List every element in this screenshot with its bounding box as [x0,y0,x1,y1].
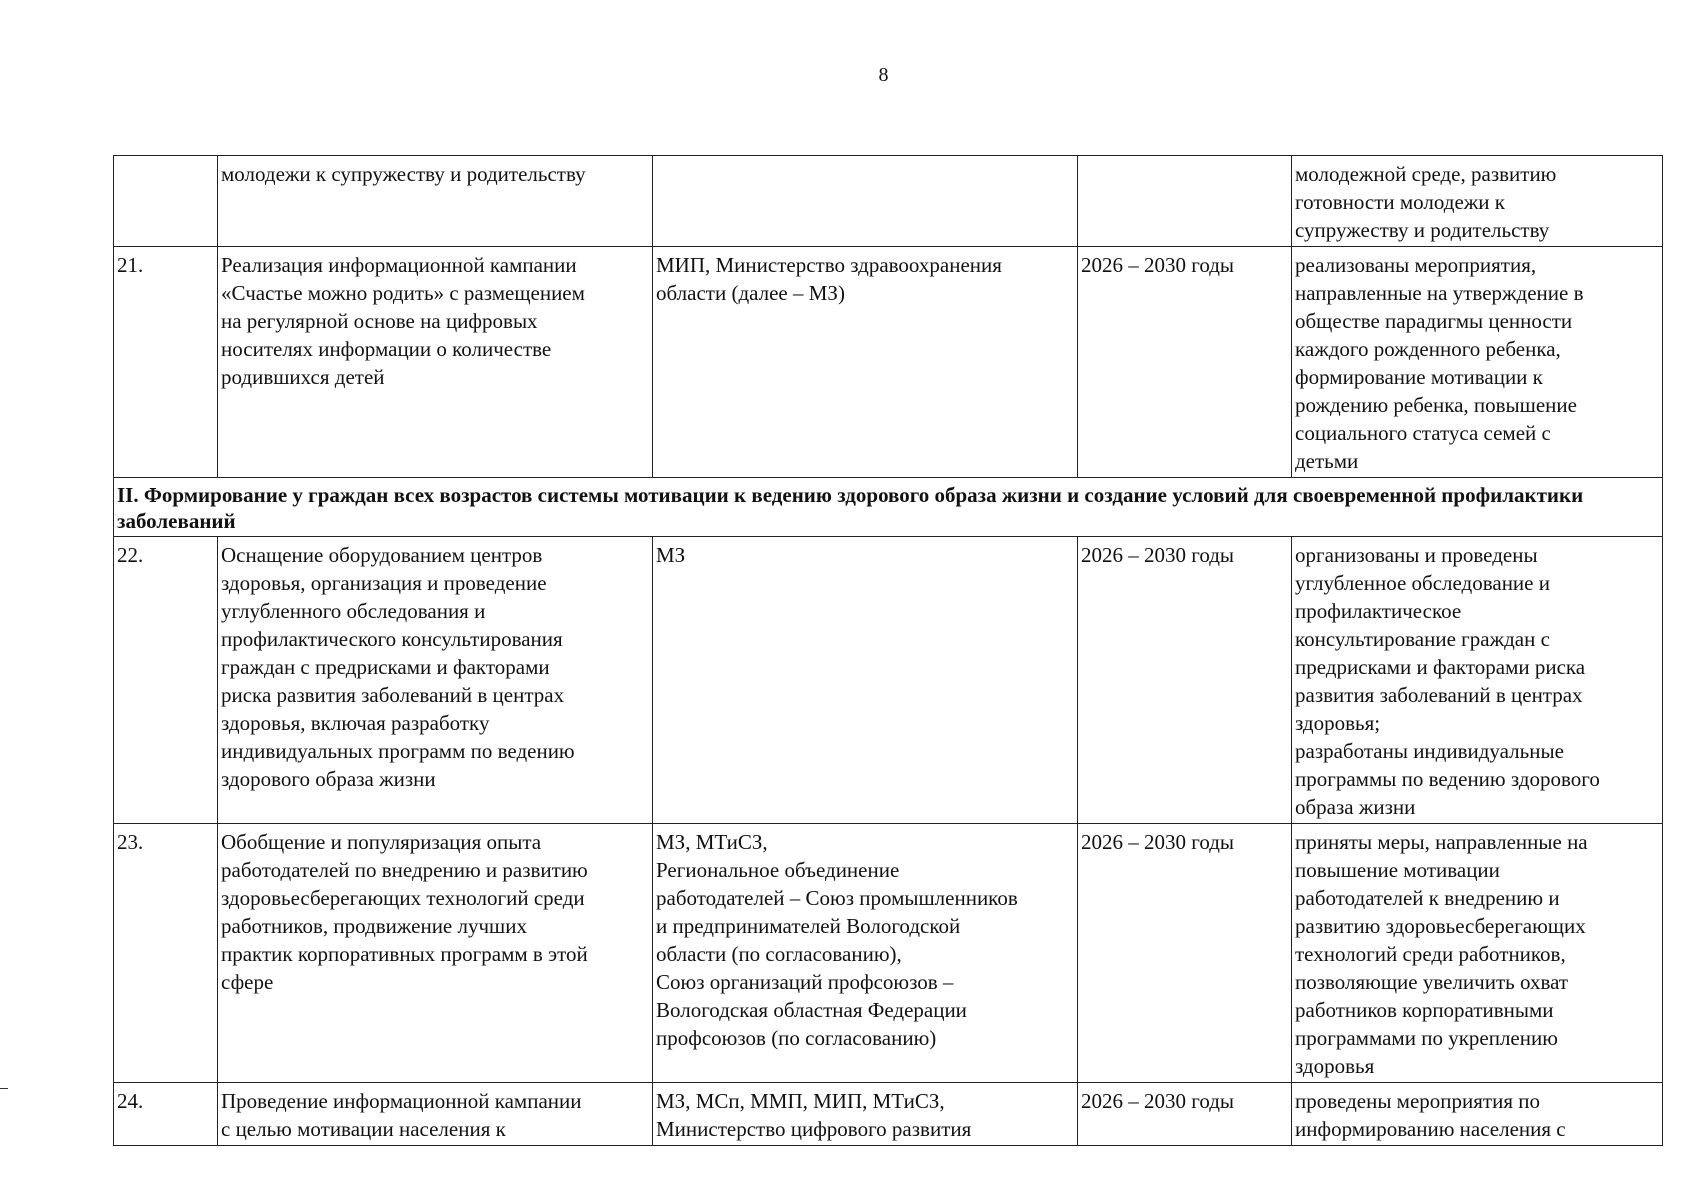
section-header-row [114,478,1663,537]
task-cell: молодежи к супружеству и родительству [218,156,653,247]
measures-table [113,155,1663,1146]
table-row [114,1083,1663,1146]
table-row [114,537,1663,824]
row-number: 21. [114,247,218,478]
result-cell: организованы и проведены углубленное обследование и профилактическое консультирование граждан с предрисками и факторами риска развития заболеваний в центрах здоровья; разработаны индивидуальные программы по ведению здорового образа жизни [1292,537,1663,824]
period-cell [1078,156,1292,247]
table-row [114,247,1663,478]
result-cell: приняты меры, направленные на повышение мотивации работодателей к внедрению и развитию здоровьесберегающих технологий среди работников, позволяющие увеличить охват работников корпоративными программами по укреплению здоровья [1292,824,1663,1083]
section-title: II. Формирование у граждан всех возрастов системы мотивации к ведению здорового образа жизни и создание условий для своевременной профилактики заболеваний [114,478,1663,537]
task-cell: Реализация информационной кампании «Счастье можно родить» с размещением на регулярной основе на цифровых носителях информации о количестве родившихся детей [218,247,653,478]
task-cell: Проведение информационной кампании с целью мотивации населения к [218,1083,653,1146]
page-number: 8 [878,64,889,86]
period-cell: 2026 – 2030 годы [1078,1083,1292,1146]
executor-cell [653,156,1078,247]
table-row [114,824,1663,1083]
task-cell: Оснащение оборудованием центров здоровья, организация и проведение углубленного обследования и профилактического консультирования граждан с предрисками и факторами риска развития заболеваний в центрах здоровья, включая разработку индивидуальных программ по ведению здорового образа жизни [218,537,653,824]
executor-cell: МЗ, МТиСЗ, Региональное объединение работодателей – Союз промышленников и предпринимателей Вологодской области (по согласованию), Союз организаций профсоюзов – Вологодская областная Федерации профсоюзов (по согласованию) [653,824,1078,1083]
result-cell: реализованы мероприятия, направленные на утверждение в обществе парадигмы ценности каждого рожденного ребенка, формирование мотивации к рождению ребенка, повышение социального статуса семей с детьми [1292,247,1663,478]
result-cell: проведены мероприятия по информированию населения с [1292,1083,1663,1146]
period-cell: 2026 – 2030 годы [1078,537,1292,824]
row-number: 23. [114,824,218,1083]
period-cell: 2026 – 2030 годы [1078,247,1292,478]
period-cell: 2026 – 2030 годы [1078,824,1292,1083]
task-cell: Обобщение и популяризация опыта работодателей по внедрению и развитию здоровьесберегающих технологий среди работников, продвижение лучших практик корпоративных программ в этой сфере [218,824,653,1083]
row-number: 22. [114,537,218,824]
margin-mark [0,1088,8,1089]
result-cell: молодежной среде, развитию готовности молодежи к супружеству и родительству [1292,156,1663,247]
executor-cell: МЗ, МСп, ММП, МИП, МТиСЗ, Министерство цифрового развития [653,1083,1078,1146]
row-number: 24. [114,1083,218,1146]
executor-cell: МЗ [653,537,1078,824]
row-number [114,156,218,247]
executor-cell: МИП, Министерство здравоохранения области (далее – МЗ) [653,247,1078,478]
table-row [114,156,1663,247]
